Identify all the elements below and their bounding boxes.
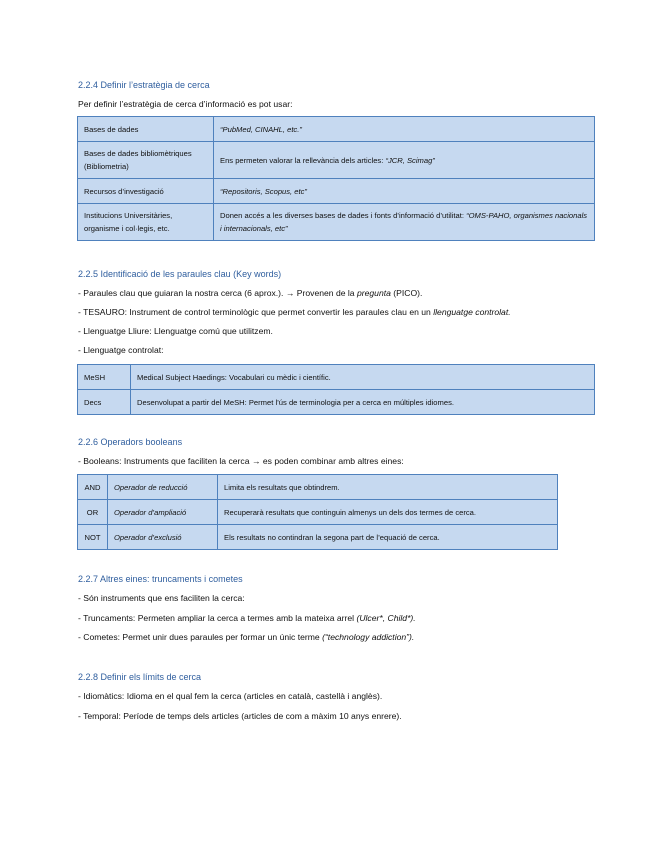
paragraph: - Booleans: Instruments que faciliten la cerca → es poden combinar amb altres eines: bbox=[78, 456, 404, 466]
table-row bbox=[78, 117, 595, 142]
controlled-language-table bbox=[77, 364, 595, 415]
table-row bbox=[78, 204, 595, 241]
table-cell: Operador d’exclusió bbox=[108, 525, 218, 550]
table-cell: Recuperarà resultats que continguin almenys un dels dos termes de cerca. bbox=[218, 500, 558, 525]
paragraph: - Llenguatge controlat: bbox=[78, 345, 164, 355]
table-cell: NOT bbox=[78, 525, 108, 550]
table-cell: Institucions Universitàries, organisme i col·legis, etc. bbox=[78, 204, 214, 241]
table-cell: Limita els resultats que obtindrem. bbox=[218, 475, 558, 500]
table-row bbox=[78, 179, 595, 204]
table-row bbox=[78, 365, 595, 390]
table-cell: MeSH bbox=[78, 365, 131, 390]
section-heading-2-2-6: 2.2.6 Operadors booleans bbox=[78, 437, 183, 447]
table-cell: “Repositoris, Scopus, etc” bbox=[214, 179, 595, 204]
section-heading-2-2-7: 2.2.7 Altres eines: truncaments i cometes bbox=[78, 574, 243, 584]
table-cell: “PubMed, CINAHL, etc.” bbox=[214, 117, 595, 142]
table-cell: OR bbox=[78, 500, 108, 525]
table-row bbox=[78, 390, 595, 415]
paragraph: - Cometes: Permet unir dues paraules per formar un únic terme (“technology addiction”). bbox=[78, 632, 415, 642]
table-row bbox=[78, 142, 595, 179]
table-cell: Operador de reducció bbox=[108, 475, 218, 500]
paragraph: - Idiomàtics: Idioma en el qual fem la cerca (articles en català, castellà i anglès). bbox=[78, 691, 383, 701]
paragraph: - Llenguatge Lliure: Llenguatge comú que utilitzem. bbox=[78, 326, 273, 336]
table-row bbox=[78, 500, 558, 525]
section-heading-2-2-4: 2.2.4 Definir l’estratègia de cerca bbox=[78, 80, 210, 90]
table-cell: AND bbox=[78, 475, 108, 500]
paragraph: - Truncaments: Permeten ampliar la cerca a termes amb la mateixa arrel (Ulcer*, Child*). bbox=[78, 613, 416, 623]
paragraph: - TESAURO: Instrument de control terminològic que permet convertir les paraules clau en un llenguatge controlat. bbox=[78, 307, 511, 317]
table-cell: Donen accés a les diverses bases de dades i fonts d’informació d’utilitat: “OMS-PAHO, organismes nacionals i internacionals, etc” bbox=[214, 204, 595, 241]
table-cell: Bases de dades bibliomètriques (Bibliometria) bbox=[78, 142, 214, 179]
section-intro: Per definir l’estratègia de cerca d’informació es pot usar: bbox=[78, 99, 293, 109]
paragraph: - Són instruments que ens faciliten la cerca: bbox=[78, 593, 245, 603]
table-cell: Recursos d’investigació bbox=[78, 179, 214, 204]
section-heading-2-2-5: 2.2.5 Identificació de les paraules clau (Key words) bbox=[78, 269, 282, 279]
paragraph: - Paraules clau que guiaran la nostra cerca (6 aprox.). → Provenen de la pregunta (PICO). bbox=[78, 288, 423, 298]
table-cell: Operador d’ampliació bbox=[108, 500, 218, 525]
table-row bbox=[78, 475, 558, 500]
table-cell: Medical Subject Haedings: Vocabulari cu mèdic i científic. bbox=[131, 365, 595, 390]
paragraph: - Temporal: Període de temps dels articles (articles de com a màxim 10 anys enrere). bbox=[78, 711, 402, 721]
table-cell: Desenvolupat a partir del MeSH: Permet l’ús de terminologia per a cerca en múltiples idiomes. bbox=[131, 390, 595, 415]
table-cell: Bases de dades bbox=[78, 117, 214, 142]
boolean-operators-table bbox=[77, 474, 558, 550]
table-cell: Els resultats no contindran la segona part de l’equació de cerca. bbox=[218, 525, 558, 550]
table-row bbox=[78, 525, 558, 550]
search-sources-table bbox=[77, 116, 595, 241]
table-cell: Ens permeten valorar la rellevància dels articles: “JCR, Scimag” bbox=[214, 142, 595, 179]
section-heading-2-2-8: 2.2.8 Definir els límits de cerca bbox=[78, 672, 202, 682]
table-cell: Decs bbox=[78, 390, 131, 415]
